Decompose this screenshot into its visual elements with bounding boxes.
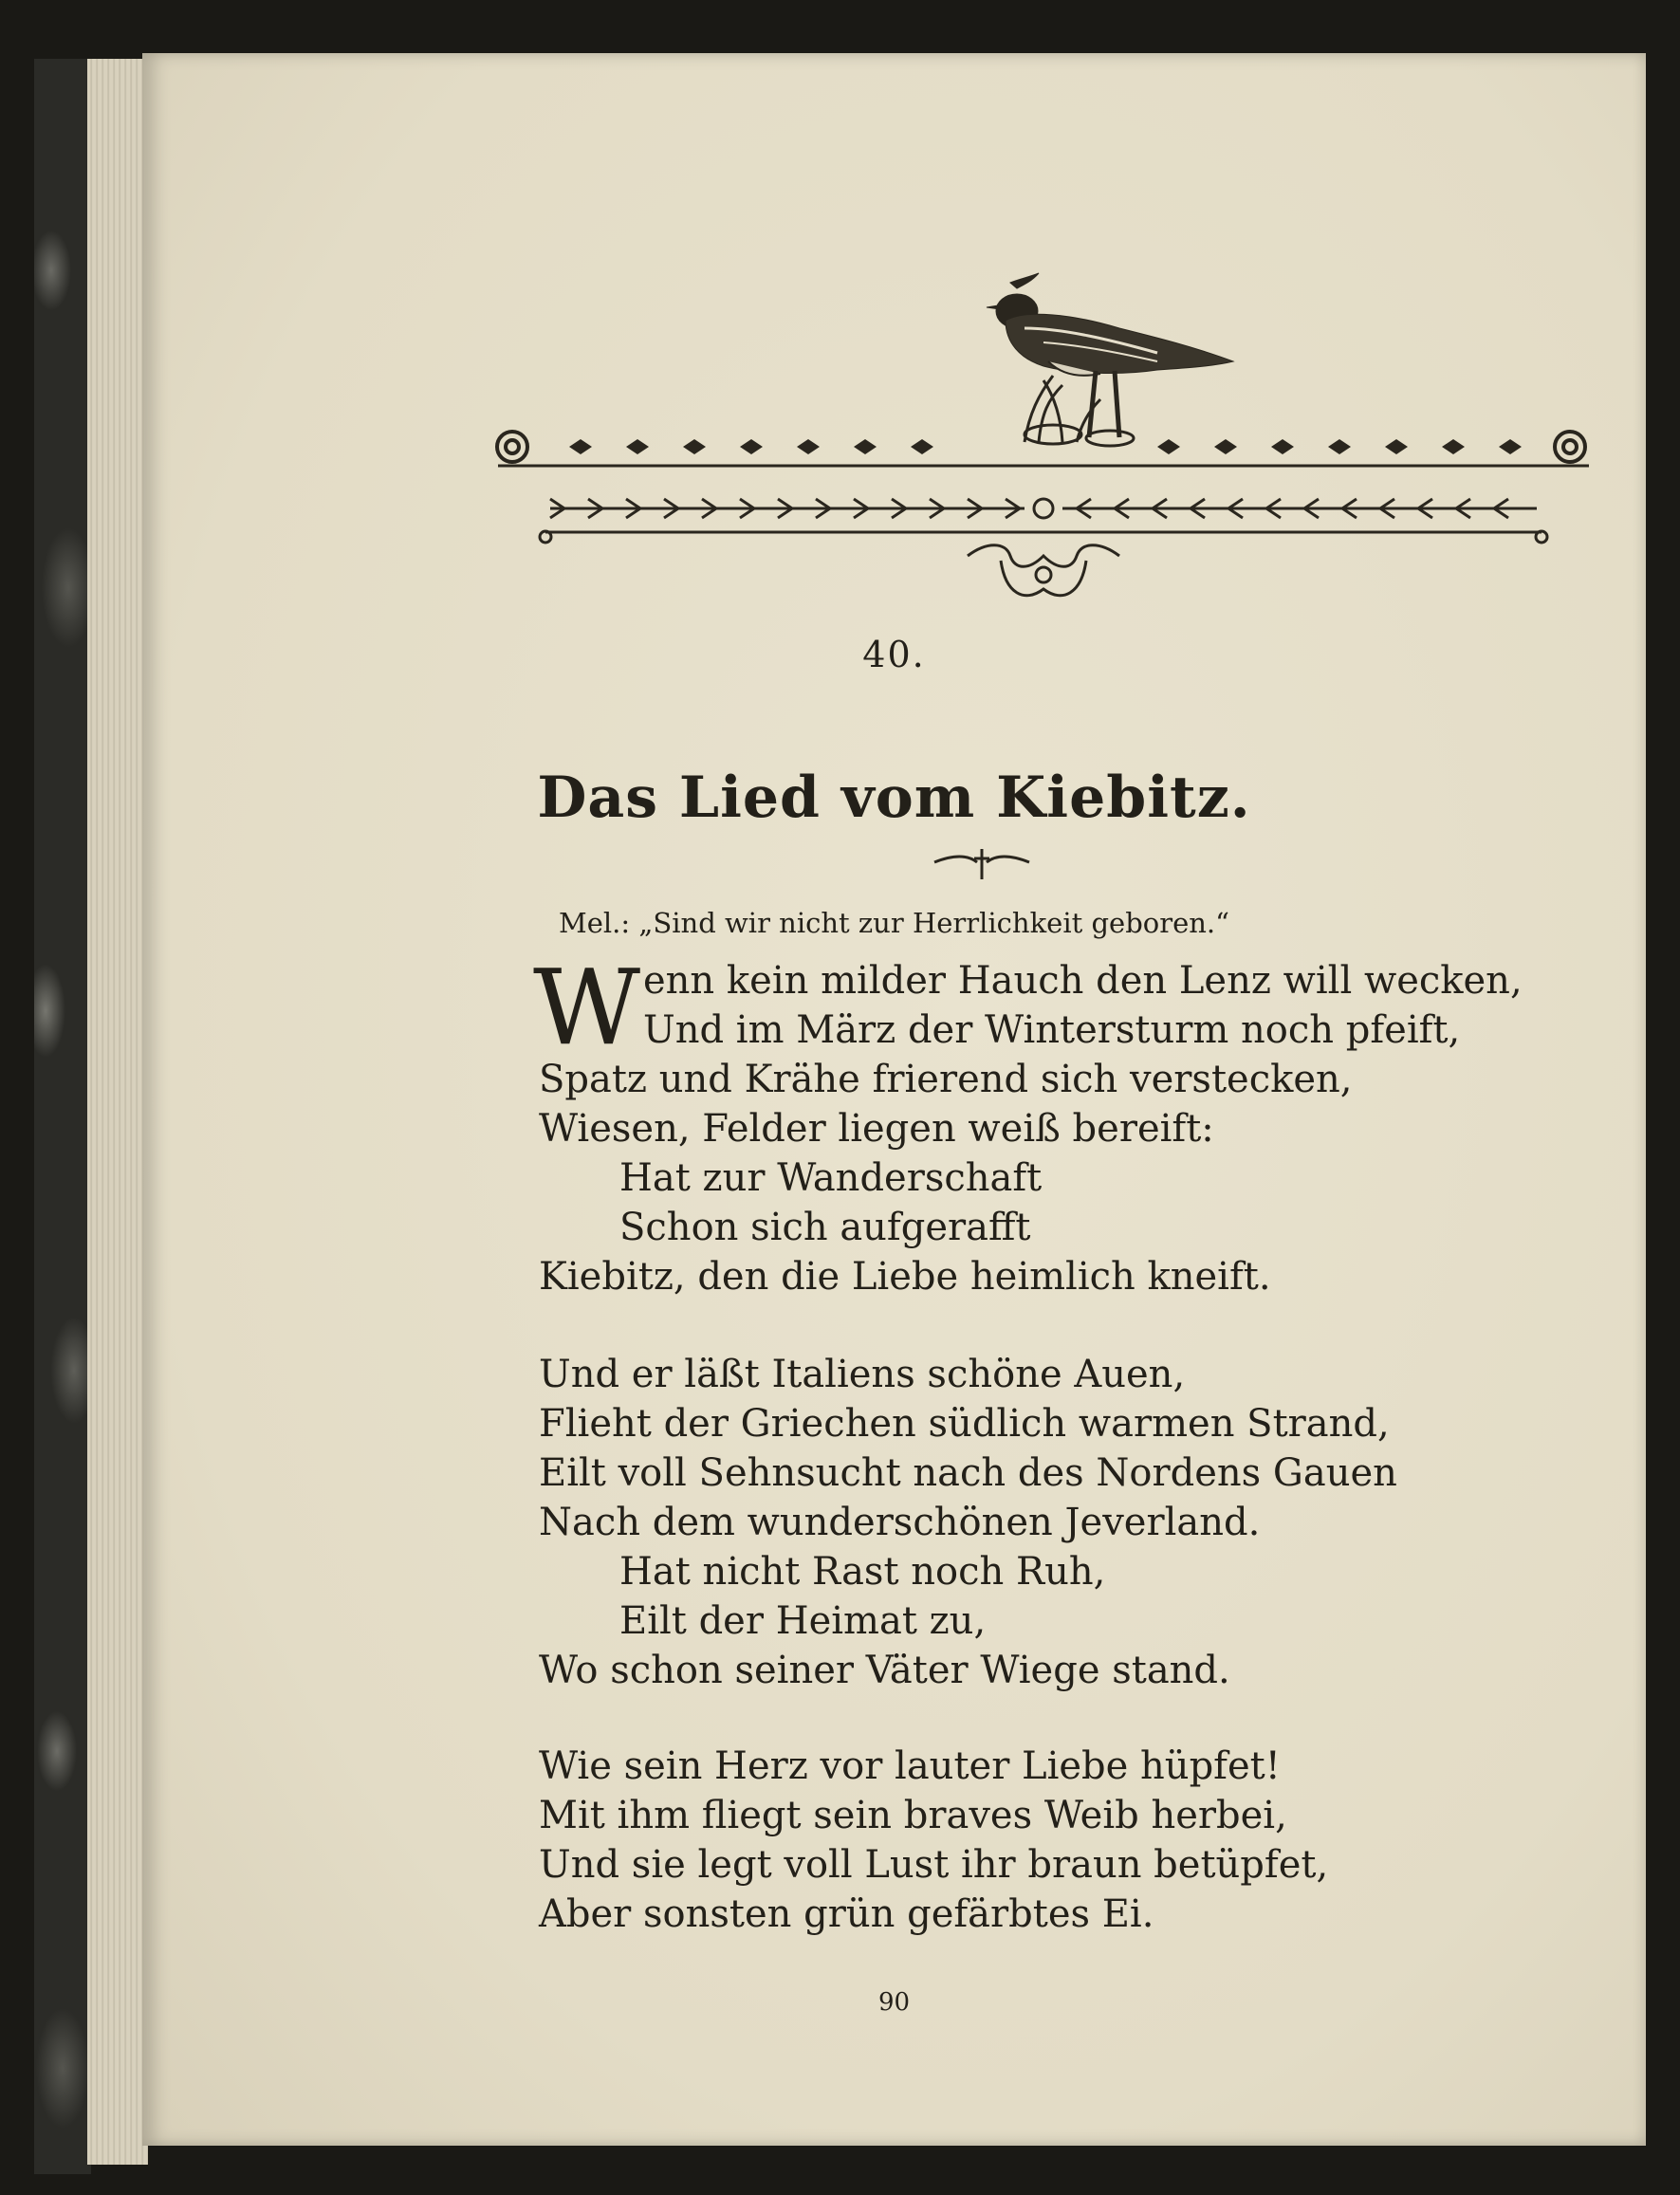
poem-line: Und im März der Wintersturm noch pfeift, (643, 1008, 1461, 1052)
poem-line: enn kein milder Hauch den Lenz will wecken, (643, 959, 1523, 1003)
chevron-border (550, 499, 1537, 518)
stanza-3 (539, 1742, 1328, 1939)
poem-line: Hat zur Wanderschaft (619, 1156, 1043, 1200)
left-swirl-icon (497, 432, 527, 462)
poem-line: Wiesen, Felder liegen weiß bereift: (539, 1107, 1214, 1151)
poem-title: Das Lied vom Kiebitz. (537, 765, 1251, 831)
poem-line: Und er läßt Italiens schöne Auen, (539, 1353, 1186, 1396)
lapwing-bird-icon (987, 273, 1233, 437)
right-swirl-icon (1555, 432, 1585, 462)
poem-line: Flieht der Griechen südlich warmen Strand, (539, 1402, 1390, 1446)
poem-line: Kiebitz, den die Liebe heimlich kneift. (539, 1255, 1271, 1299)
poem-line: Wo schon seiner Väter Wiege stand. (539, 1649, 1230, 1692)
scroll-flourish-icon (968, 545, 1119, 596)
poem-line: Eilt der Heimat zu, (619, 1599, 987, 1643)
poem-line: Schon sich aufgerafft (619, 1206, 1031, 1249)
stanza-1 (533, 947, 1523, 1301)
poem-number: 40. (862, 634, 926, 675)
diamond-row-right (1157, 439, 1522, 454)
diamond-row-left (569, 439, 933, 454)
page-edges (87, 59, 148, 2165)
poem-line: Nach dem wunderschönen Jeverland. (539, 1501, 1261, 1544)
poem-line: Spatz und Krähe frierend sich verstecken, (539, 1058, 1353, 1101)
poem-line: Eilt voll Sehnsucht nach des Nordens Gauen (539, 1451, 1397, 1495)
lapwing-vignette-ornament (493, 271, 1594, 632)
melody-note: Mel.: „Sind wir nicht zur Herrlichkeit geboren.“ (559, 907, 1229, 939)
book-page (142, 53, 1646, 2146)
poem-line: Und sie legt voll Lust ihr braun betüpfet, (539, 1843, 1329, 1887)
poem-line: Aber sonsten grün gefärbtes Ei. (539, 1892, 1154, 1936)
poem-line: Hat nicht Rast noch Ruh, (619, 1550, 1106, 1594)
poem-line: Mit ihm fliegt sein braves Weib herbei, (539, 1794, 1287, 1837)
marbled-endpaper (34, 59, 91, 2174)
page-number: 90 (877, 1988, 911, 2017)
title-flourish-icon (930, 845, 1034, 883)
poem-line: Wie sein Herz vor lauter Liebe hüpfet! (539, 1744, 1281, 1788)
drop-cap-initial: W (533, 947, 641, 1068)
stanza-2 (539, 1350, 1397, 1695)
